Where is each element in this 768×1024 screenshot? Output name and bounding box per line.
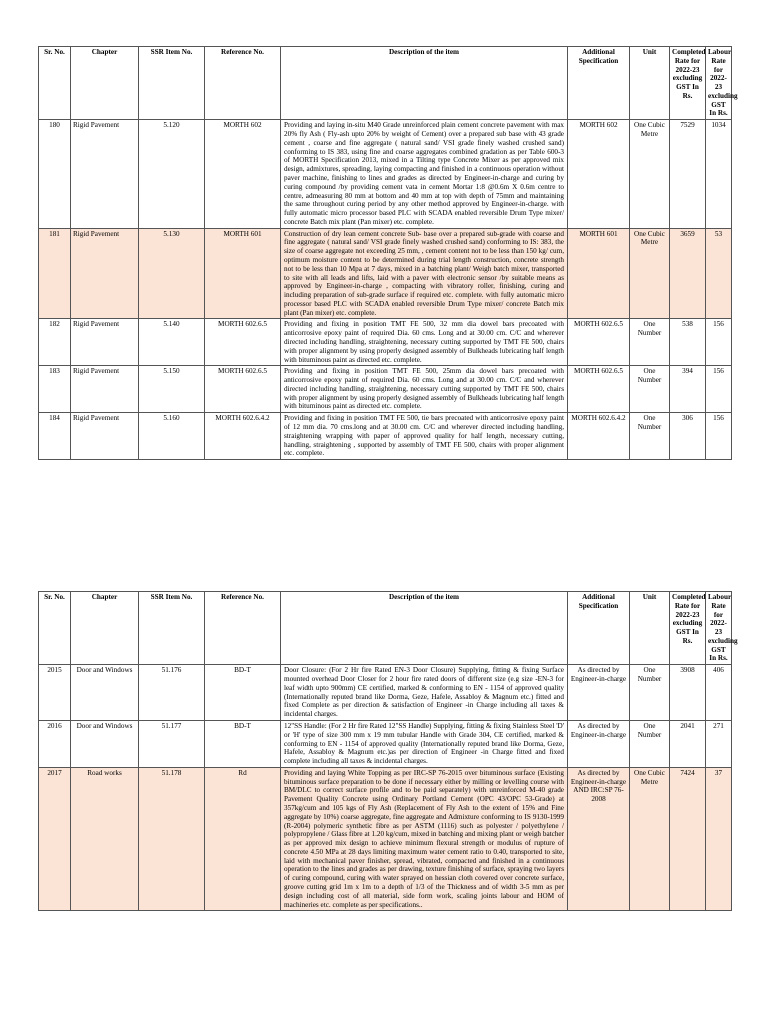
cell-completed-rate: 538 bbox=[670, 319, 706, 366]
header-reference: Reference No. bbox=[205, 592, 281, 665]
header-sr: Sr. No. bbox=[39, 47, 71, 120]
cell-description: Providing and fixing in position TMT FE 500, 25mm dia dowel bars precoated with anticorrosive epoxy paint of required Dia. 60 cms. Long and at 30.00 cm. C/C and wherever directed including handling, straightening, necessary cutting supported by TMT FE 500, chairs with proper alignment by using properly designed assembly of Bulkheads lubricating half length with bituminous paint as directed etc. complete. bbox=[281, 366, 568, 413]
cell-completed-rate: 7424 bbox=[670, 767, 706, 911]
cell-chapter: Rigid Pavement bbox=[71, 413, 139, 460]
cell-sr: 183 bbox=[39, 366, 71, 413]
header-ssr-item: SSR Item No. bbox=[139, 592, 205, 665]
cell-unit: One Cubic Metre bbox=[630, 767, 670, 911]
cell-reference: MORTH 602.6.5 bbox=[205, 319, 281, 366]
rates-table-rigid-pavement bbox=[38, 46, 738, 460]
table-row bbox=[39, 665, 732, 721]
header-description: Description of the item bbox=[281, 47, 568, 120]
cell-additional-spec: As directed by Engineer-in-charge bbox=[568, 665, 630, 721]
cell-completed-rate: 394 bbox=[670, 366, 706, 413]
table-row bbox=[39, 120, 732, 228]
header-additional-spec: Additional Specification bbox=[568, 592, 630, 665]
cell-unit: One Number bbox=[630, 413, 670, 460]
cell-reference: Rd bbox=[205, 767, 281, 911]
cell-additional-spec: MORTH 602 bbox=[568, 120, 630, 228]
header-completed-rate: Completed Rate for 2022-23 excluding GST In Rs. bbox=[670, 47, 706, 120]
cell-unit: One Number bbox=[630, 366, 670, 413]
cell-ssr-item: 5.120 bbox=[139, 120, 205, 228]
table-row bbox=[39, 720, 732, 767]
cell-labour-rate: 1034 bbox=[706, 120, 732, 228]
cell-labour-rate: 156 bbox=[706, 413, 732, 460]
cell-additional-spec: As directed by Engineer-in-charge bbox=[568, 720, 630, 767]
cell-ssr-item: 51.177 bbox=[139, 720, 205, 767]
table-header-row bbox=[39, 592, 732, 665]
cell-sr: 2016 bbox=[39, 720, 71, 767]
cell-description: Providing and laying White Topping as per IRC-SP 76-2015 over bituminous surface (Existing bituminous surface preparation to be done if necessary either by milling or levelling course with BM/DLC to correct surface profile and to be paid separately) with unreinforced M-40 grade Pavement Quality Concrete using Ordinary Portland Cement (OPC 43/OPC 53-Grade) at 357kg/cum and 105 kgs of Fly Ash (Replacement of Fly Ash to the extent of 15% and Fine aggregate by 10%) coarse aggregate, fine aggregate and Admixture conforming to IS 9130-1999 (R-2004) polymeric synthetic fibre as per ASTM (1116) such as polyester / polyethylene / polypropylene / Glass fibre at 1.20 kg/cum, mixed in batching and mixing plant or weigh batcher as per approved mix design to achieve minimum flexural strength or modulus of rupture of concrete 4.50 MPa at 28 days limiting maximum water cement ratio to 0.40, transported to site, laid with mechanical paver finisher, spread, vibrated, compacted and finished in a continuous operation to the lines and grades as per drawing, texture finishing of surface, spraying two layers of curing compound, curing with water sprayed on hessian cloth covered over concrete surface, groove cutting grid 1m x 1m to a depth of 1/3 of the Thickness and of width 3-5 mm as per design including cost of all material, side form work, scaling joints labour and HOM of machineries etc. complete as per specifications.. bbox=[281, 767, 568, 911]
cell-additional-spec: MORTH 602.6.5 bbox=[568, 366, 630, 413]
cell-additional-spec: MORTH 602.6.5 bbox=[568, 319, 630, 366]
cell-labour-rate: 156 bbox=[706, 319, 732, 366]
cell-unit: One Number bbox=[630, 319, 670, 366]
table-header-row bbox=[39, 47, 732, 120]
cell-ssr-item: 5.150 bbox=[139, 366, 205, 413]
cell-sr: 184 bbox=[39, 413, 71, 460]
cell-description: Door Closure: (For 2 Hr fire Rated EN-3 Door Closure) Supplying, fitting & fixing Surface mounted overhead Door Closer for 2 hour fire rated doors of different size (e.g size -EN-3 for leaf width upto 900mm) CE certified, marked & conforming to EN - 1154 of approved quality (Internationally reputed brand like Dorma, Geze, Hafele, Assabloy & Magnum etc.) fitted and fixed Complete as per direction & satisfaction of Engineer -in Charge including all taxes & incidental charges. bbox=[281, 665, 568, 721]
cell-completed-rate: 3908 bbox=[670, 665, 706, 721]
cell-ssr-item: 5.140 bbox=[139, 319, 205, 366]
header-sr: Sr. No. bbox=[39, 592, 71, 665]
cell-reference: BD-T bbox=[205, 720, 281, 767]
table-row bbox=[39, 228, 732, 319]
cell-labour-rate: 37 bbox=[706, 767, 732, 911]
cell-chapter: Door and Windows bbox=[71, 665, 139, 721]
cell-sr: 2017 bbox=[39, 767, 71, 911]
cell-chapter: Rigid Pavement bbox=[71, 120, 139, 228]
header-labour-rate: Labour Rate for 2022-23 excluding GST In Rs. bbox=[706, 47, 732, 120]
cell-ssr-item: 51.178 bbox=[139, 767, 205, 911]
cell-unit: One Cubic Metre bbox=[630, 120, 670, 228]
rates-table-doors-roadworks bbox=[38, 591, 738, 911]
cell-completed-rate: 306 bbox=[670, 413, 706, 460]
cell-labour-rate: 53 bbox=[706, 228, 732, 319]
cell-sr: 182 bbox=[39, 319, 71, 366]
header-description: Description of the item bbox=[281, 592, 568, 665]
cell-unit: One Number bbox=[630, 665, 670, 721]
table-row bbox=[39, 413, 732, 460]
cell-additional-spec: As directed by Engineer-in-charge AND IRC:SP 76-2008 bbox=[568, 767, 630, 911]
header-chapter: Chapter bbox=[71, 592, 139, 665]
cell-chapter: Rigid Pavement bbox=[71, 366, 139, 413]
cell-additional-spec: MORTH 601 bbox=[568, 228, 630, 319]
cell-sr: 2015 bbox=[39, 665, 71, 721]
cell-labour-rate: 406 bbox=[706, 665, 732, 721]
header-ssr-item: SSR Item No. bbox=[139, 47, 205, 120]
header-additional-spec: Additional Specification bbox=[568, 47, 630, 120]
header-reference: Reference No. bbox=[205, 47, 281, 120]
cell-ssr-item: 51.176 bbox=[139, 665, 205, 721]
cell-chapter: Rigid Pavement bbox=[71, 319, 139, 366]
cell-chapter: Door and Windows bbox=[71, 720, 139, 767]
cell-reference: MORTH 602 bbox=[205, 120, 281, 228]
cell-additional-spec: MORTH 602.6.4.2 bbox=[568, 413, 630, 460]
table-row bbox=[39, 366, 732, 413]
cell-unit: One Number bbox=[630, 720, 670, 767]
cell-completed-rate: 2041 bbox=[670, 720, 706, 767]
cell-reference: BD-T bbox=[205, 665, 281, 721]
cell-sr: 180 bbox=[39, 120, 71, 228]
cell-labour-rate: 156 bbox=[706, 366, 732, 413]
table-row bbox=[39, 319, 732, 366]
header-chapter: Chapter bbox=[71, 47, 139, 120]
cell-reference: MORTH 601 bbox=[205, 228, 281, 319]
cell-completed-rate: 3659 bbox=[670, 228, 706, 319]
header-unit: Unit bbox=[630, 592, 670, 665]
cell-description: Construction of dry lean cement concrete Sub- base over a prepared sub-grade with coarse and fine aggregate ( natural sand/ VSI grade finely washed crushed sand) conforming to IS: 383, the size of coarse aggregate not exceeding 25 mm, , cement content not to be less than 150 kg/ cum, optimum moisture content to be determined during trial length construction, concrete strength not to be less than 10 Mpa at 7 days, mixed in a batching plant/ Weigh batch mixer, transported to site with all leads and lifts, laid with a paver with electronic sensor /by suitable means as approved by Engineer-in-charge , compacting with vibratory roller, finishing, curing and including preparation of sub-grade surface if required etc. complete. with fully automatic micro processor based PLC with SCADA enabled reversible Drum Type mixer/ concrete Batch mix plant (Pan mixer) etc. complete. bbox=[281, 228, 568, 319]
cell-chapter: Road works bbox=[71, 767, 139, 911]
cell-completed-rate: 7529 bbox=[670, 120, 706, 228]
cell-description: 12"SS Handle: (For 2 Hr fire Rated 12"SS Handle) Supplying, fitting & fixing Stainless Steel 'D' or 'H' type of size 300 mm x 19 mm tubular Handle with Grade 304, CE certified, marked & conforming to EN - 1154 of approved quality (Internationally reputed brand like Dorma, Geze, Hafele, Assabloy & Magnum etc.)as per direction of Engineer -in Charge fitted and fixed complete including all taxes & incidental charges. bbox=[281, 720, 568, 767]
cell-reference: MORTH 602.6.5 bbox=[205, 366, 281, 413]
cell-description: Providing and fixing in position TMT FE 500, 32 mm dia dowel bars precoated with anticorrosive epoxy paint of required Dia. 60 cms. Long and at 30.00 cm. C/C and wherever directed including handling, straightening, necessary cutting supported by TMT FE 500, chairs with proper alignment by using properly designed assembly of Bulkheads lubricating half length with bituminous paint as directed etc. complete. bbox=[281, 319, 568, 366]
header-unit: Unit bbox=[630, 47, 670, 120]
cell-unit: One Cubic Metre bbox=[630, 228, 670, 319]
cell-ssr-item: 5.160 bbox=[139, 413, 205, 460]
cell-sr: 181 bbox=[39, 228, 71, 319]
cell-reference: MORTH 602.6.4.2 bbox=[205, 413, 281, 460]
table-row bbox=[39, 767, 732, 911]
header-completed-rate: Completed Rate for 2022-23 excluding GST In Rs. bbox=[670, 592, 706, 665]
cell-ssr-item: 5.130 bbox=[139, 228, 205, 319]
cell-chapter: Rigid Pavement bbox=[71, 228, 139, 319]
cell-labour-rate: 271 bbox=[706, 720, 732, 767]
cell-description: Providing and fixing in position TMT FE 500, tie bars precoated with anticorrosive epoxy paint of 12 mm dia. 70 cms.long and at 30.00 cm. C/C and wherever directed including handling, straightening wrapping with paper of approved quality for half length, necessary cutting, handling, straightening , supported by assembly of TMT FE 500, chairs with proper alignment etc. complete. bbox=[281, 413, 568, 460]
header-labour-rate: Labour Rate for 2022-23 excluding GST In Rs. bbox=[706, 592, 732, 665]
cell-description: Providing and laying in-situ M40 Grade unreinforced plain cement concrete pavement with max 20% fly Ash ( Fly-ash upto 20% by weight of Cement) over a prepared sub base with 43 grade cement , coarse and fine aggregate ( natural sand/ VSI grade finely washed crushed sand) conforming to IS 383, using fine and coarse aggregates combined gradation as per Table 600-3 of MORTH Specification 2013, mixed in a Tilting type Concrete Mixer as per approved mix design, admixtures, spreading, laying compacting and finished in a continuous operation without paver machine, finishing to lines and grades as directed by Engineer-in-charge and curing by curing compound /by providing cement vata in cement Mortar 1:8 @0.6m X 0.6m centre to centre, admeasuring 80 mm at bottom and 40 mm at top with depth of 75mm and maintaining the same throughout curing period by any other method approved by Engineer-in-charge. with fully automatic micro processor based PLC with SCADA enabled reversible Drum Type mixer/ concrete Batch mix plant (Pan mixer) etc. complete. bbox=[281, 120, 568, 228]
